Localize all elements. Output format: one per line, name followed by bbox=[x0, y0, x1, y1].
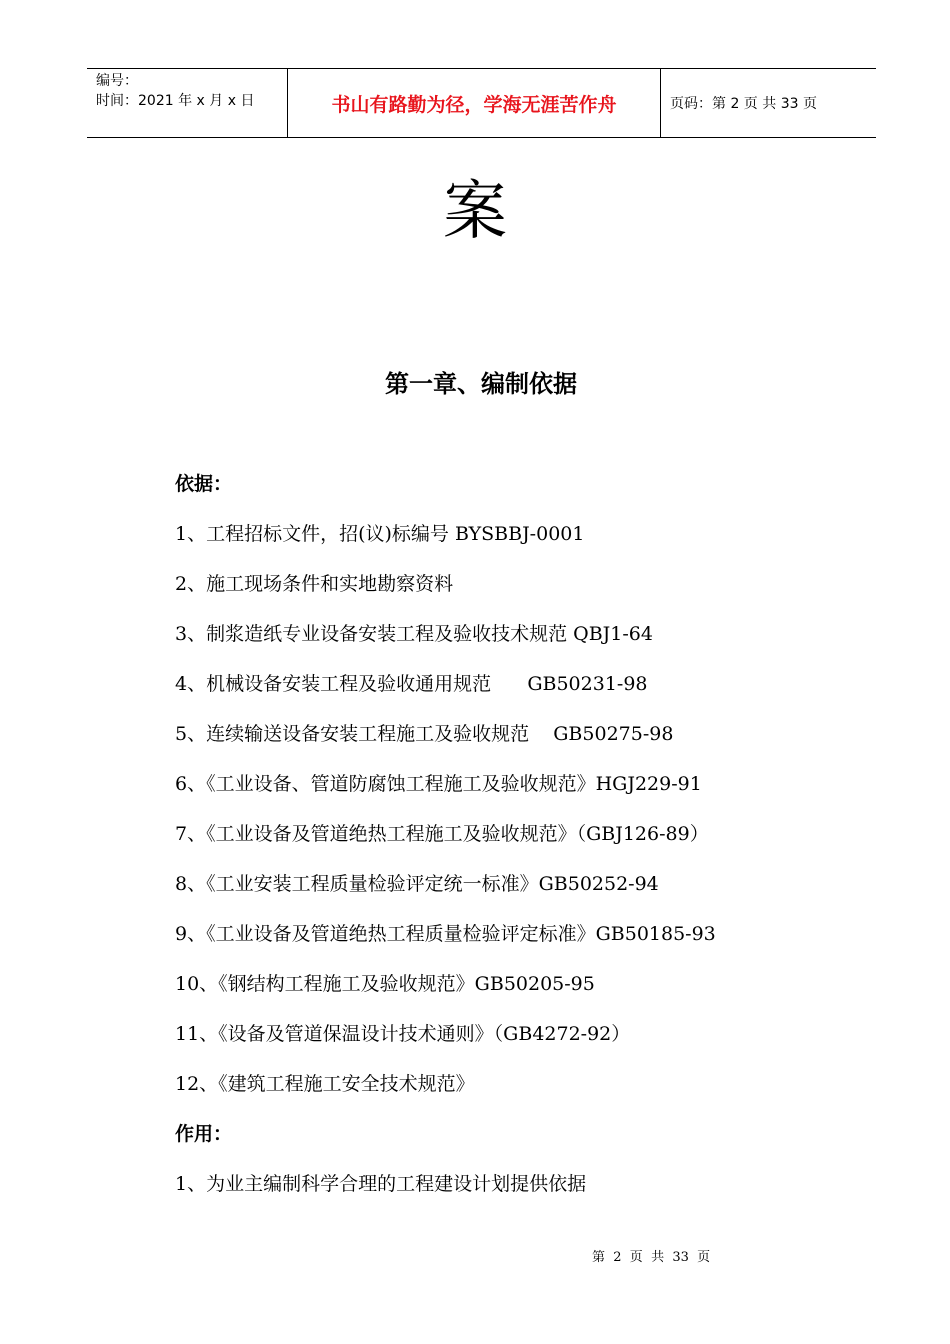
basis-item: 11、《设备及管道保温设计技术通则》（GB4272-92） bbox=[175, 1023, 631, 1045]
document-body bbox=[175, 468, 895, 1218]
chapter-title: 第一章、编制依据 bbox=[385, 370, 577, 398]
basis-item: 4、机械设备安装工程及验收通用规范 GB50231-98 bbox=[175, 673, 648, 695]
header-left bbox=[87, 69, 287, 137]
basis-item: 5、连续输送设备安装工程施工及验收规范 GB50275-98 bbox=[175, 723, 674, 745]
doc-date-label: 时间：2021 年 x 月 x 日 bbox=[96, 93, 255, 109]
basis-item: 1、工程招标文件，招(议)标编号 BYSBBJ-0001 bbox=[175, 523, 585, 545]
basis-item: 8、《工业安装工程质量检验评定统一标准》GB50252-94 bbox=[175, 873, 659, 895]
header-motto: 书山有路勤为径，学海无涯苦作舟 bbox=[287, 69, 661, 137]
page-header bbox=[87, 68, 876, 138]
purpose-heading: 作用： bbox=[175, 1123, 233, 1145]
page-footer: 第 2 页 共 33 页 bbox=[592, 1250, 711, 1265]
basis-heading: 依据： bbox=[175, 473, 233, 495]
basis-item: 2、施工现场条件和实地勘察资料 bbox=[175, 573, 454, 595]
basis-item: 7、《工业设备及管道绝热工程施工及验收规范》（GBJ126-89） bbox=[175, 823, 709, 845]
basis-item: 12、《建筑工程施工安全技术规范》 bbox=[175, 1073, 475, 1095]
purpose-item: 1、为业主编制科学合理的工程建设计划提供依据 bbox=[175, 1173, 587, 1195]
header-page-info: 页码：第 2 页 共 33 页 bbox=[670, 96, 817, 112]
basis-item: 10、《钢结构工程施工及验收规范》GB50205-95 bbox=[175, 973, 595, 995]
title-fragment: 案 bbox=[443, 175, 507, 249]
basis-item: 3、制浆造纸专业设备安装工程及验收技术规范 QBJ1-64 bbox=[175, 623, 653, 645]
basis-item: 6、《工业设备、管道防腐蚀工程施工及验收规范》HGJ229-91 bbox=[175, 773, 702, 795]
basis-item: 9、《工业设备及管道绝热工程质量检验评定标准》GB50185-93 bbox=[175, 923, 716, 945]
doc-number-label: 编号： bbox=[96, 73, 138, 89]
